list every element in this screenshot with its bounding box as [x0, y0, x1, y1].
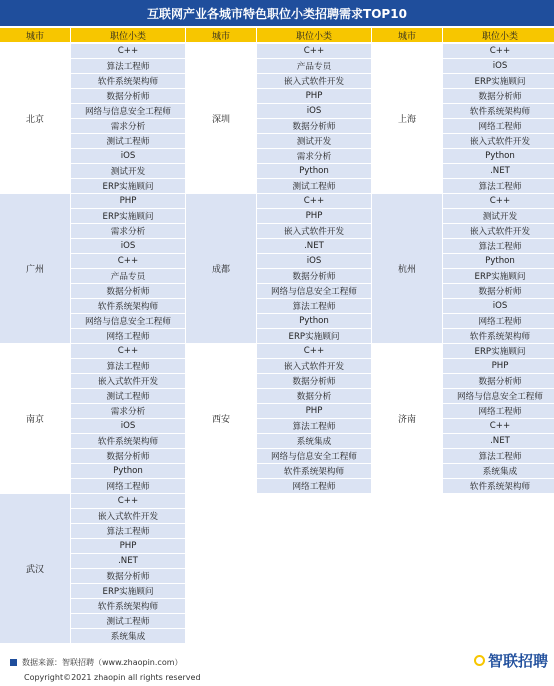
job-cell: 网络工程师 — [443, 403, 554, 418]
job-cell: iOS — [443, 58, 554, 73]
job-cell: 网络与信息安全工程师 — [71, 103, 185, 118]
job-cell: 算法工程师 — [71, 523, 185, 538]
job-cell: 需求分析 — [71, 403, 185, 418]
job-cell: ERP实施顾问 — [71, 583, 185, 598]
job-cell: 嵌入式软件开发 — [71, 508, 185, 523]
job-cell: 嵌入式软件开发 — [257, 358, 371, 373]
source-square-icon — [10, 659, 17, 666]
job-cell: 数据分析师 — [257, 373, 371, 388]
job-cell: 软件系统架构师 — [71, 298, 185, 313]
job-cell: .NET — [443, 433, 554, 448]
city-cell: 成都 — [186, 193, 256, 343]
header-job: 职位小类 — [257, 28, 371, 42]
job-cell: Python — [257, 163, 371, 178]
job-cell: 测试开发 — [257, 133, 371, 148]
job-cell: 数据分析师 — [257, 268, 371, 283]
job-cell: C++ — [71, 43, 185, 58]
job-cell: Python — [443, 148, 554, 163]
job-cell: 嵌入式软件开发 — [443, 223, 554, 238]
job-cell: C++ — [257, 43, 371, 58]
job-cell: 算法工程师 — [71, 58, 185, 73]
job-cell: C++ — [71, 253, 185, 268]
job-cell: ERP实施顾问 — [443, 73, 554, 88]
job-cell: .NET — [257, 238, 371, 253]
job-cell: iOS — [71, 148, 185, 163]
job-cell: iOS — [443, 298, 554, 313]
job-cell: 测试开发 — [443, 208, 554, 223]
job-cell: 测试工程师 — [257, 178, 371, 193]
job-cell: iOS — [71, 418, 185, 433]
job-cell: Python — [257, 313, 371, 328]
job-cell: 数据分析师 — [71, 568, 185, 583]
page-title: 互联网产业各城市特色职位小类招聘需求TOP10 — [0, 0, 554, 26]
header-city: 城市 — [372, 28, 442, 42]
job-cell: C++ — [443, 193, 554, 208]
job-cell: 软件系统架构师 — [257, 463, 371, 478]
job-cell: 测试工程师 — [71, 388, 185, 403]
job-cell: 算法工程师 — [257, 418, 371, 433]
job-cell: 算法工程师 — [443, 178, 554, 193]
job-cell: 数据分析师 — [71, 88, 185, 103]
job-cell: 网络工程师 — [71, 478, 185, 493]
job-cell: 数据分析 — [257, 388, 371, 403]
job-cell: C++ — [257, 193, 371, 208]
job-cell: 数据分析师 — [443, 373, 554, 388]
job-cell: 算法工程师 — [257, 298, 371, 313]
job-cell: 系统集成 — [71, 628, 185, 643]
city-cell: 深圳 — [186, 43, 256, 193]
job-cell: ERP实施顾问 — [257, 328, 371, 343]
job-cell: 需求分析 — [257, 148, 371, 163]
job-cell: PHP — [443, 358, 554, 373]
job-cell: 嵌入式软件开发 — [71, 373, 185, 388]
job-cell: C++ — [257, 343, 371, 358]
data-source — [10, 657, 183, 668]
job-cell: C++ — [443, 43, 554, 58]
job-cell: 算法工程师 — [443, 448, 554, 463]
job-cell: iOS — [257, 253, 371, 268]
job-cell: 软件系统架构师 — [71, 433, 185, 448]
city-cell: 广州 — [0, 193, 70, 343]
job-cell: ERP实施顾问 — [443, 268, 554, 283]
job-cell: 产品专员 — [257, 58, 371, 73]
city-cell: 北京 — [0, 43, 70, 193]
job-cell: 算法工程师 — [71, 358, 185, 373]
header-city: 城市 — [0, 28, 70, 42]
job-cell: 测试工程师 — [71, 133, 185, 148]
job-cell: 软件系统架构师 — [71, 598, 185, 613]
job-cell: 数据分析师 — [71, 448, 185, 463]
job-cell: 网络工程师 — [71, 328, 185, 343]
logo-text: 智联招聘 — [487, 652, 548, 670]
city-cell: 武汉 — [0, 493, 70, 643]
copyright: Copyright©2021 zhaopin all rights reserved — [24, 673, 201, 682]
job-cell: PHP — [257, 88, 371, 103]
job-cell: .NET — [443, 163, 554, 178]
job-cell: 网络与信息安全工程师 — [257, 448, 371, 463]
logo-mark-icon — [474, 655, 485, 666]
job-cell: 嵌入式软件开发 — [257, 73, 371, 88]
job-cell: 算法工程师 — [443, 238, 554, 253]
header-job: 职位小类 — [71, 28, 185, 42]
job-cell: 数据分析师 — [443, 283, 554, 298]
job-cell: 网络工程师 — [257, 478, 371, 493]
job-cell: 软件系统架构师 — [443, 478, 554, 493]
job-cell: 需求分析 — [71, 118, 185, 133]
job-cell: 网络与信息安全工程师 — [71, 313, 185, 328]
job-cell: .NET — [71, 553, 185, 568]
job-cell: 网络工程师 — [443, 118, 554, 133]
job-cell: 网络工程师 — [443, 313, 554, 328]
job-cell: 嵌入式软件开发 — [257, 223, 371, 238]
job-cell: Python — [71, 463, 185, 478]
data-source-text: 数据来源：智联招聘（www.zhaopin.com） — [22, 658, 183, 667]
job-cell: Python — [443, 253, 554, 268]
job-cell: PHP — [257, 208, 371, 223]
job-cell: 网络与信息安全工程师 — [443, 388, 554, 403]
job-cell: 系统集成 — [443, 463, 554, 478]
job-cell: PHP — [71, 193, 185, 208]
zhaopin-logo — [474, 650, 548, 671]
job-cell: 数据分析师 — [443, 88, 554, 103]
job-cell: 网络与信息安全工程师 — [257, 283, 371, 298]
city-cell: 杭州 — [372, 193, 442, 343]
job-cell: C++ — [443, 418, 554, 433]
city-cell: 西安 — [186, 343, 256, 493]
header-job: 职位小类 — [443, 28, 554, 42]
job-cell: ERP实施顾问 — [71, 208, 185, 223]
job-cell: ERP实施顾问 — [71, 178, 185, 193]
job-cell: 嵌入式软件开发 — [443, 133, 554, 148]
city-cell: 南京 — [0, 343, 70, 493]
city-cell: 上海 — [372, 43, 442, 193]
job-cell: PHP — [71, 538, 185, 553]
job-cell: 软件系统架构师 — [443, 328, 554, 343]
job-cell: iOS — [257, 103, 371, 118]
job-cell: 数据分析师 — [71, 283, 185, 298]
job-cell: 测试开发 — [71, 163, 185, 178]
city-cell: 济南 — [372, 343, 442, 493]
job-cell: ERP实施顾问 — [443, 343, 554, 358]
job-cell: C++ — [71, 493, 185, 508]
job-cell: 软件系统架构师 — [71, 73, 185, 88]
header-city: 城市 — [186, 28, 256, 42]
job-cell: 系统集成 — [257, 433, 371, 448]
job-cell: 数据分析师 — [257, 118, 371, 133]
job-cell: C++ — [71, 343, 185, 358]
job-cell: 测试工程师 — [71, 613, 185, 628]
job-cell: 软件系统架构师 — [443, 103, 554, 118]
job-cell: PHP — [257, 403, 371, 418]
job-cell: iOS — [71, 238, 185, 253]
job-cell: 需求分析 — [71, 223, 185, 238]
job-cell: 产品专员 — [71, 268, 185, 283]
